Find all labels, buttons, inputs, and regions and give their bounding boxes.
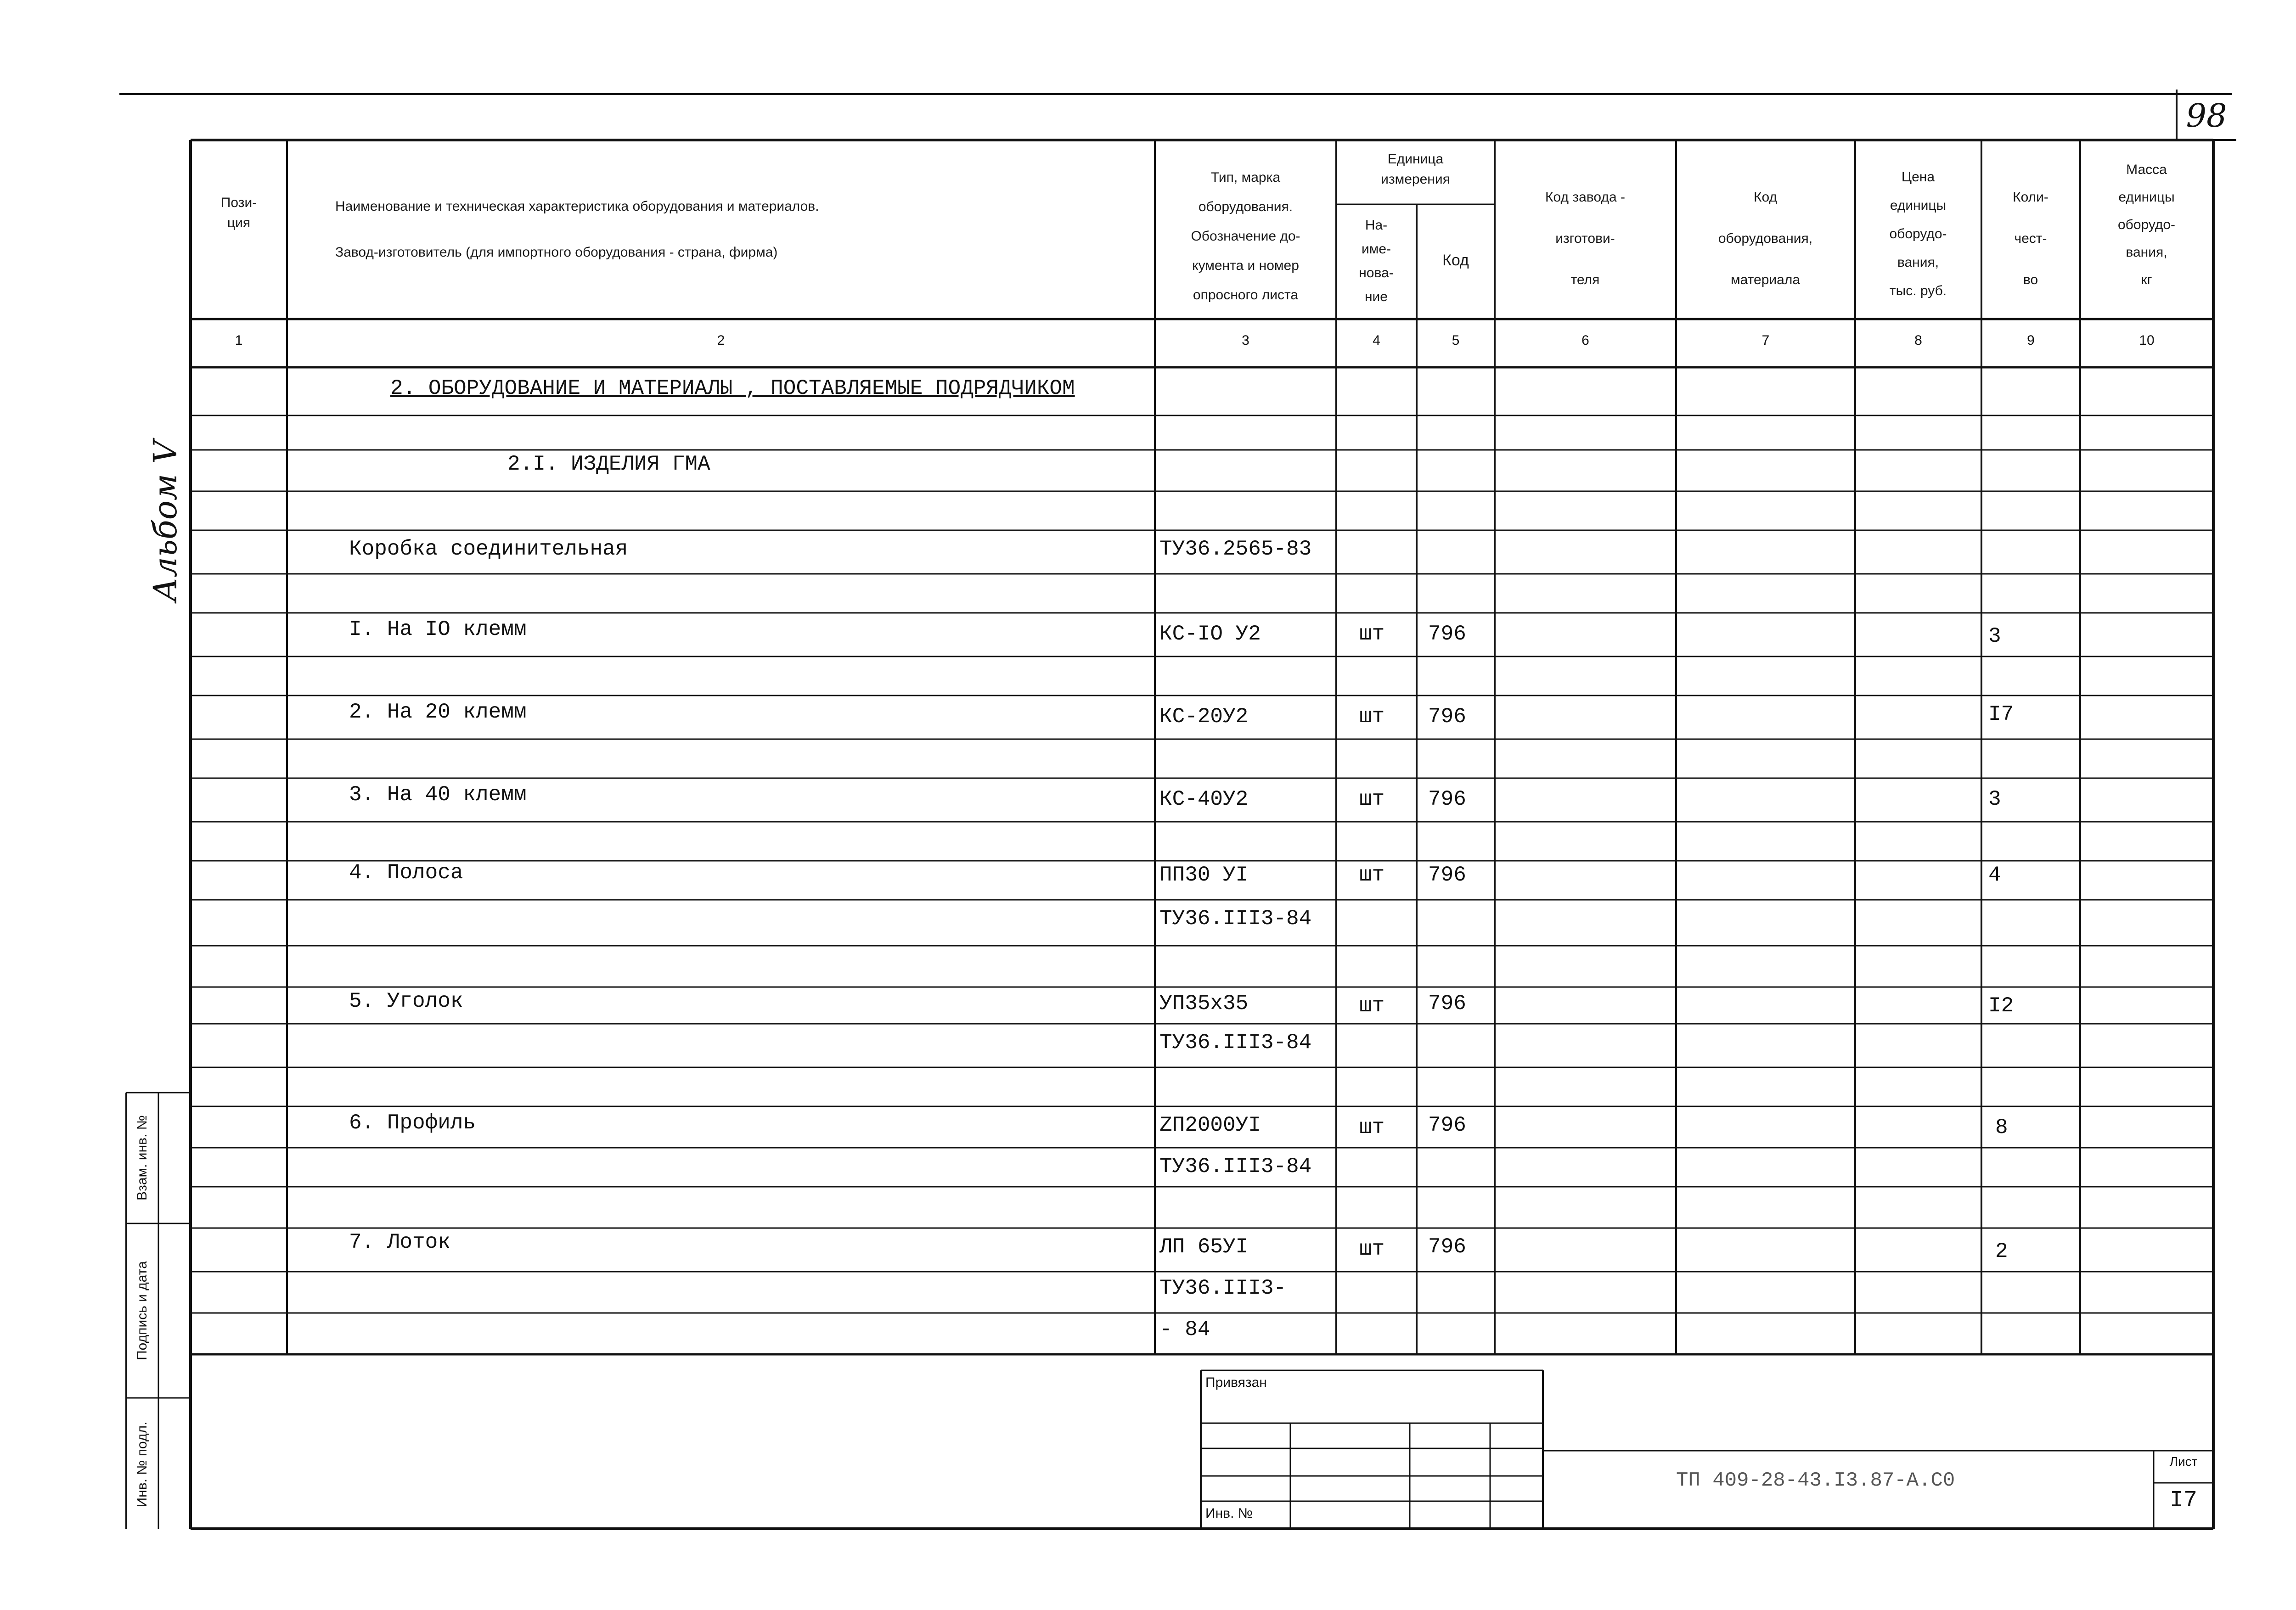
privyazan-label: Привязан bbox=[1205, 1375, 1267, 1390]
col-10-header: Масса единицы оборудо- вания, кг bbox=[2117, 162, 2176, 287]
col-num-7: 7 bbox=[1761, 333, 1770, 348]
col-7-header: Код оборудования, материала bbox=[1718, 190, 1813, 287]
col-num-10: 10 bbox=[2139, 333, 2155, 348]
item-3-name: 3. На 40 клемм bbox=[349, 783, 527, 807]
document-code: ТП 409-28-43.I3.87-А.С0 bbox=[1676, 1469, 1955, 1492]
col-1-header: Пози- ция bbox=[220, 195, 257, 230]
col-num-1: 1 bbox=[235, 333, 243, 348]
item-4-code: 796 bbox=[1428, 863, 1466, 887]
item-2-type: КС-20У2 bbox=[1159, 705, 1249, 729]
item-6-doc: ТУ36.III3-84 bbox=[1159, 1155, 1312, 1178]
col-num-5: 5 bbox=[1452, 333, 1460, 348]
item-6-unit: шт bbox=[1359, 1116, 1385, 1139]
item-7-code: 796 bbox=[1428, 1235, 1466, 1259]
item-2-qty: I7 bbox=[1988, 702, 2014, 726]
col-9-header: Коли- чест- во bbox=[2013, 190, 2048, 287]
item-3-type: КС-40У2 bbox=[1159, 787, 1249, 811]
item-6-name: 6. Профиль bbox=[349, 1111, 476, 1135]
item-5-qty: I2 bbox=[1988, 994, 2014, 1018]
item-1-unit: шт bbox=[1359, 622, 1385, 646]
item-7-unit: шт bbox=[1359, 1237, 1385, 1261]
item-6-code: 796 bbox=[1428, 1113, 1466, 1137]
col-2-header: Наименование и техническая характеристика оборудования и материалов. Завод-изготовитель (для импортного оборудования - страна, фирма) bbox=[335, 199, 819, 260]
item-6-type: ZП2000УI bbox=[1159, 1113, 1261, 1137]
item-1-type: КС-IO У2 bbox=[1159, 622, 1261, 646]
item-5-type: УП35х35 bbox=[1159, 992, 1249, 1015]
col-num-9: 9 bbox=[2027, 333, 2035, 348]
item-4-qty: 4 bbox=[1988, 863, 2001, 887]
col-num-4: 4 bbox=[1373, 333, 1380, 348]
item-7-doc: ТУ36.III3- bbox=[1159, 1276, 1287, 1300]
sheet-label: Лист bbox=[2169, 1454, 2198, 1469]
item-7-qty: 2 bbox=[1995, 1240, 2008, 1263]
item-7-name: 7. Лоток bbox=[349, 1230, 450, 1254]
unit-group-header: Единица измерения bbox=[1381, 151, 1450, 187]
item-1-name: I. На IO клемм bbox=[349, 617, 527, 641]
item-2-name: 2. На 20 клемм bbox=[349, 700, 527, 724]
item-3-code: 796 bbox=[1428, 787, 1466, 811]
item-3-qty: 3 bbox=[1988, 787, 2001, 811]
page-number: 98 bbox=[2186, 97, 2227, 135]
item-4-type: ПП30 УI bbox=[1159, 863, 1249, 887]
item-7-doc-continued: - 84 bbox=[1159, 1318, 1210, 1341]
col-num-3: 3 bbox=[1242, 333, 1249, 348]
col-4-header: На- име- нова- ние bbox=[1359, 218, 1394, 304]
item-2-unit: шт bbox=[1359, 705, 1385, 729]
item-5-doc: ТУ36.III3-84 bbox=[1159, 1031, 1312, 1055]
album-label: Альбом V bbox=[146, 440, 184, 602]
col-num-6: 6 bbox=[1581, 333, 1589, 348]
item-1-code: 796 bbox=[1428, 622, 1466, 646]
side-label-inv-podl: Инв. № подл. bbox=[135, 1421, 150, 1508]
item-4-doc: ТУ36.III3-84 bbox=[1159, 907, 1312, 931]
group-title: Коробка соединительная bbox=[349, 537, 628, 561]
inv-number-label: Инв. № bbox=[1205, 1506, 1253, 1521]
group-doc: ТУ36.2565-83 bbox=[1159, 537, 1312, 561]
item-1-qty: 3 bbox=[1988, 624, 2001, 648]
col-num-8: 8 bbox=[1914, 333, 1922, 348]
item-2-code: 796 bbox=[1428, 705, 1466, 729]
item-5-unit: шт bbox=[1359, 994, 1385, 1018]
col-3-header: Тип, марка оборудования. Обозначение до- кумента и номер опросного листа bbox=[1191, 170, 1300, 303]
col-8-header: Цена единицы оборудо- вания, тыс. руб. bbox=[1889, 169, 1947, 298]
col-5-header: Код bbox=[1442, 252, 1469, 269]
item-3-unit: шт bbox=[1359, 787, 1385, 811]
sheet-number: I7 bbox=[2169, 1487, 2197, 1514]
side-label-vzam: Взам. инв. № bbox=[135, 1115, 150, 1200]
section-title: 2. ОБОРУДОВАНИЕ И МАТЕРИАЛЫ , ПОСТАВЛЯЕМЫЕ ПОДРЯДЧИКОМ bbox=[390, 376, 1075, 400]
item-7-type: ЛП 65УI bbox=[1159, 1235, 1249, 1259]
side-label-podpis: Подпись и дата bbox=[135, 1261, 150, 1360]
item-6-qty: 8 bbox=[1995, 1116, 2008, 1139]
item-4-unit: шт bbox=[1359, 863, 1385, 887]
item-5-name: 5. Уголок bbox=[349, 989, 463, 1013]
col-num-2: 2 bbox=[717, 333, 725, 348]
subsection-title: 2.I. ИЗДЕЛИЯ ГМА bbox=[507, 452, 710, 476]
item-5-code: 796 bbox=[1428, 992, 1466, 1015]
item-4-name: 4. Полоса bbox=[349, 861, 463, 885]
col-6-header: Код завода - изготови- теля bbox=[1545, 190, 1625, 287]
